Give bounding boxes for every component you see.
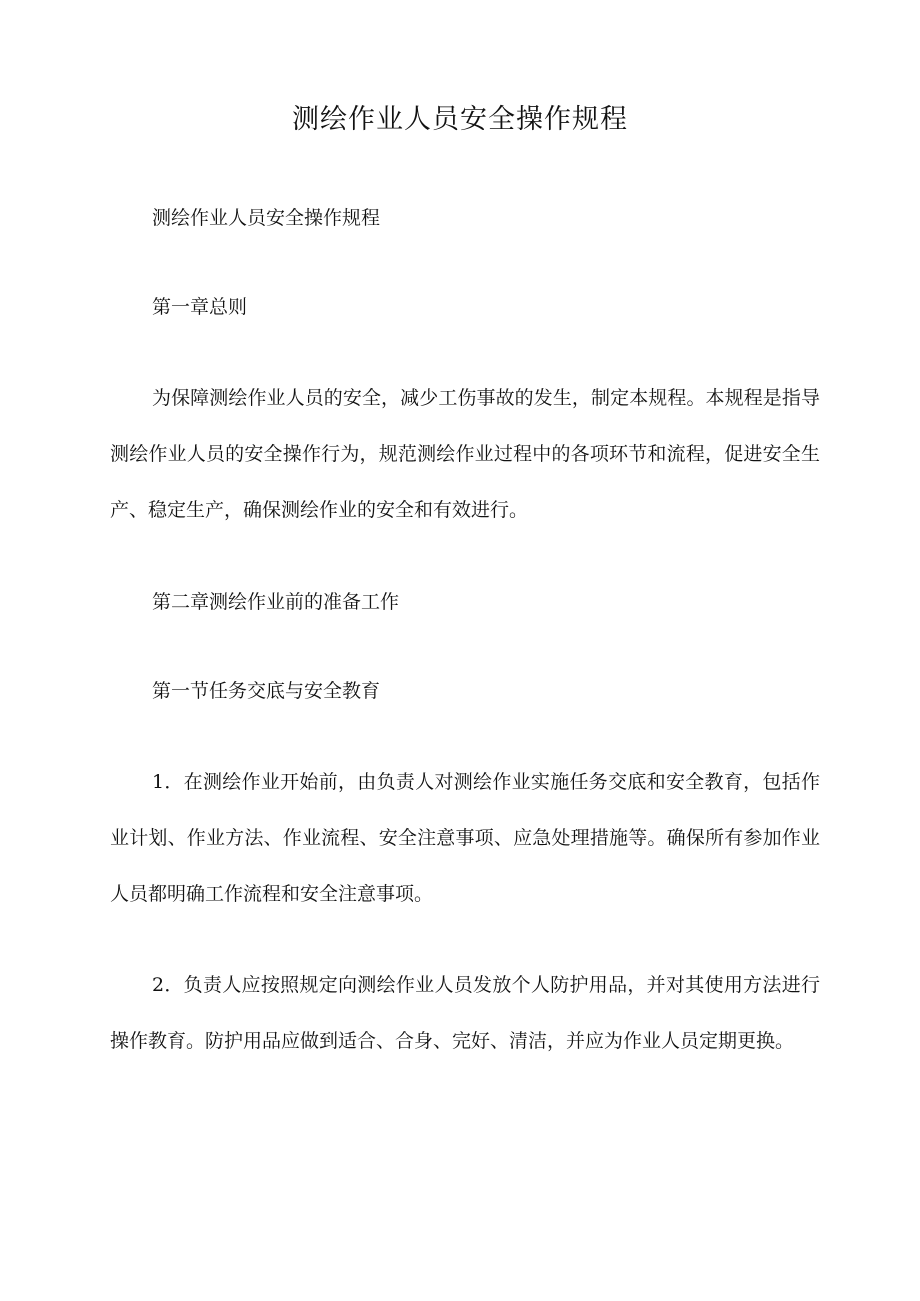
chapter-1-paragraph: 为保障测绘作业人员的安全，减少工伤事故的发生，制定本规程。本规程是指导测绘作业人员的安全操作行为，规范测绘作业过程中的各项环节和流程，促进安全生产、稳定生产，确保测绘作业的安全和有效进行。 xyxy=(110,387,820,521)
chapter-2-heading: 第二章测绘作业前的准备工作 xyxy=(152,591,400,613)
section-1-heading: 第一节任务交底与安全教育 xyxy=(152,680,381,702)
document-subtitle: 测绘作业人员安全操作规程 xyxy=(152,207,381,229)
section-1-item-1: 1．在测绘作业开始前，由负责人对测绘作业实施任务交底和安全教育，包括作业计划、作业方法、作业流程、安全注意事项、应急处理措施等。确保所有参加作业人员都明确工作流程和安全注意事项。 xyxy=(110,771,820,905)
document-title: 测绘作业人员安全操作规程 xyxy=(292,104,628,135)
chapter-1-heading: 第一章总则 xyxy=(152,296,248,318)
section-1-item-2: 2．负责人应按照规定向测绘作业人员发放个人防护用品，并对其使用方法进行操作教育。防护用品应做到适合、合身、完好、清洁，并应为作业人员定期更换。 xyxy=(110,974,820,1052)
